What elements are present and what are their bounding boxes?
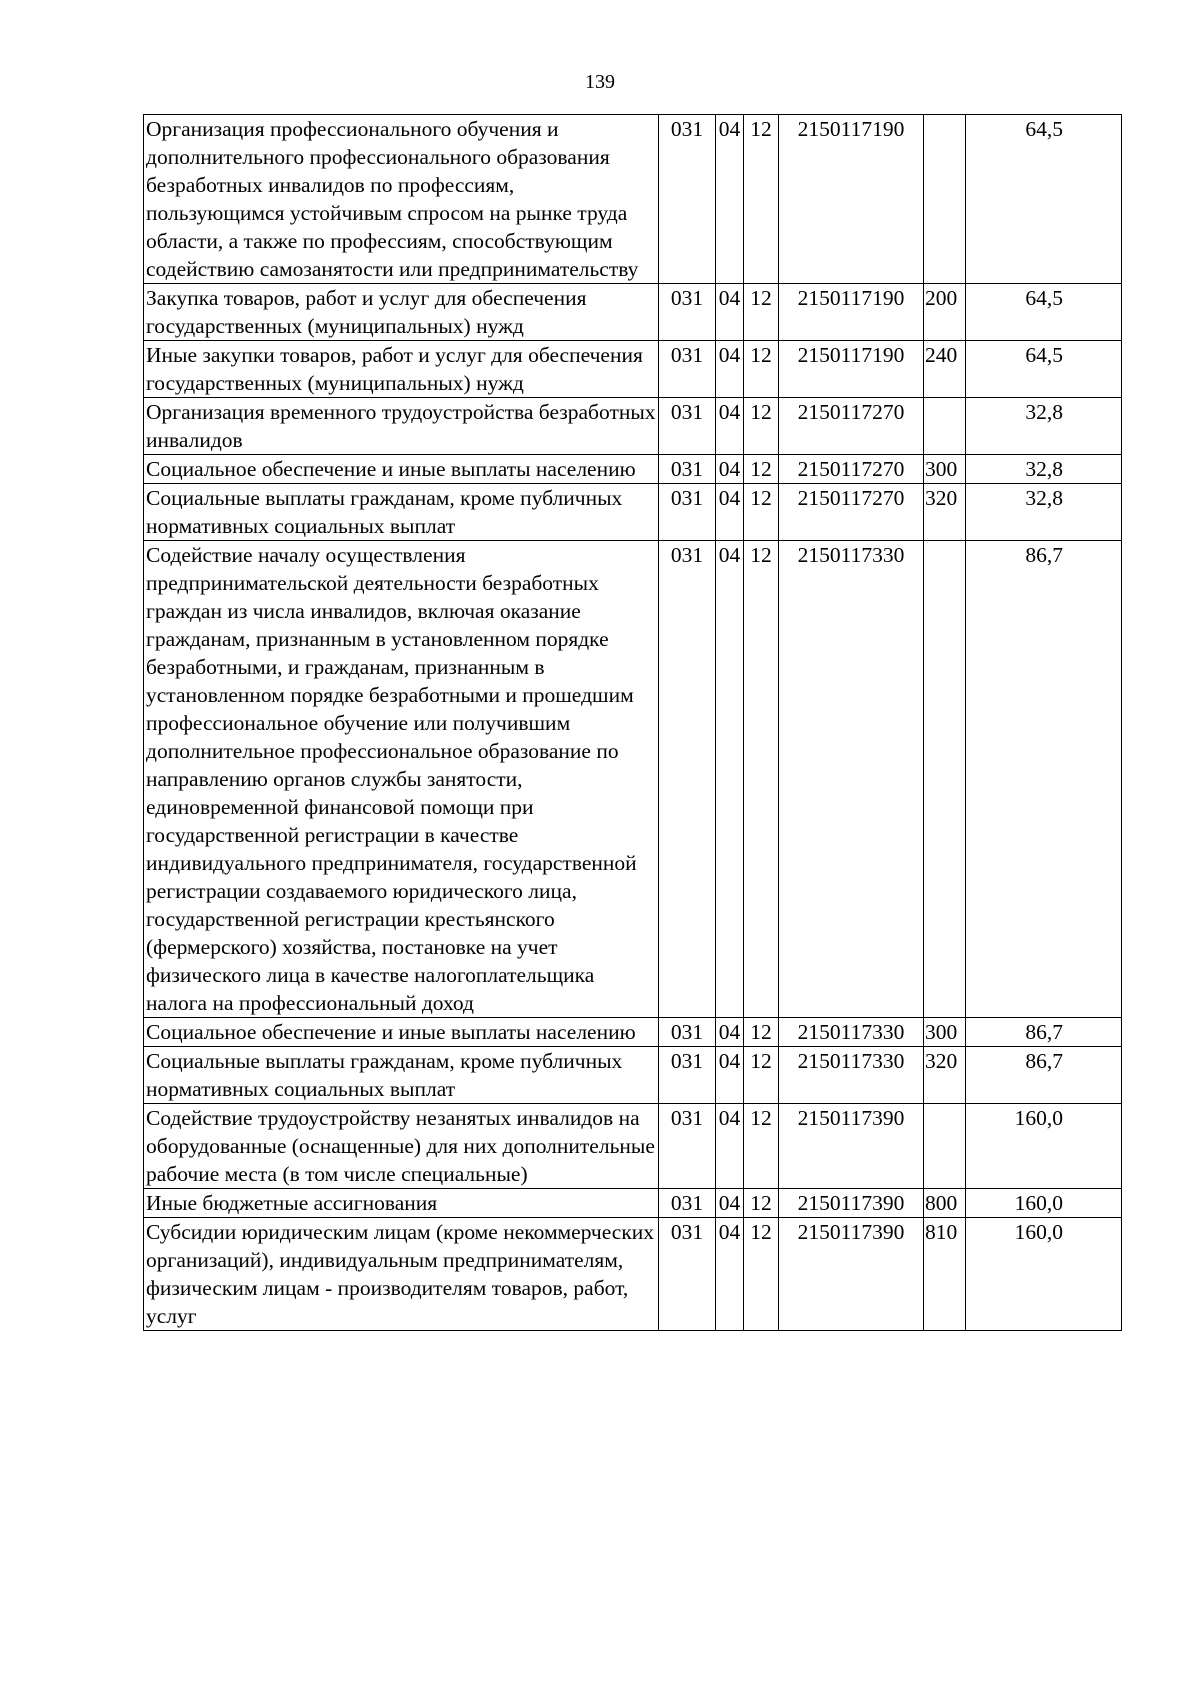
row-target-code: 2150117330 [779,541,924,1018]
row-name: Иные закупки товаров, работ и услуг для обеспечения государственных (муниципальных) нужд [144,341,659,398]
row-expense-type-code: 300 [924,1018,966,1047]
row-grbs-code: 031 [659,1104,716,1189]
row-name: Содействие трудоустройству незанятых инвалидов на оборудованные (оснащенные) для них дополнительные рабочие места (в том числе специальные) [144,1104,659,1189]
row-sum: 64,5 [966,115,1122,284]
row-subsection-code: 12 [744,284,779,341]
row-target-code: 2150117390 [779,1218,924,1331]
row-name: Содействие началу осуществления предпринимательской деятельности безработных граждан из числа инвалидов, включая оказание гражданам, признанным в установленном порядке безработными, и гражданам, признанным в установленном порядке безработными и прошедшим профессиональное обучение или получившим дополнительное профессиональное образование по направлению органов службы занятости, единовременной финансовой помощи при государственной регистрации в качестве индивидуального предпринимателя, государственной регистрации создаваемого юридического лица, государственной регистрации крестьянского (фермерского) хозяйства, постановке на учет физического лица в качестве налогоплательщика налога на профессиональный доход [144,541,659,1018]
row-name: Закупка товаров, работ и услуг для обеспечения государственных (муниципальных) нужд [144,284,659,341]
row-name: Субсидии юридическим лицам (кроме некоммерческих организаций), индивидуальным предпринимателям, физическим лицам - производителям товаров, работ, услуг [144,1218,659,1331]
table-row [144,115,1122,284]
row-expense-type-code: 800 [924,1189,966,1218]
row-expense-type-code [924,541,966,1018]
row-grbs-code: 031 [659,115,716,284]
row-grbs-code: 031 [659,1218,716,1331]
row-grbs-code: 031 [659,541,716,1018]
row-grbs-code: 031 [659,484,716,541]
row-section-code: 04 [716,284,744,341]
row-expense-type-code: 200 [924,284,966,341]
row-grbs-code: 031 [659,455,716,484]
row-sum: 32,8 [966,455,1122,484]
row-subsection-code: 12 [744,1018,779,1047]
row-subsection-code: 12 [744,115,779,284]
row-expense-type-code [924,398,966,455]
table-row [144,541,1122,1018]
row-target-code: 2150117330 [779,1018,924,1047]
budget-table [143,114,1122,1331]
row-target-code: 2150117390 [779,1104,924,1189]
row-section-code: 04 [716,484,744,541]
row-sum: 160,0 [966,1218,1122,1331]
row-target-code: 2150117190 [779,284,924,341]
row-grbs-code: 031 [659,1189,716,1218]
row-grbs-code: 031 [659,398,716,455]
row-subsection-code: 12 [744,1189,779,1218]
row-name: Организация временного трудоустройства безработных инвалидов [144,398,659,455]
row-target-code: 2150117270 [779,398,924,455]
table-row [144,1218,1122,1331]
row-expense-type-code: 320 [924,484,966,541]
row-section-code: 04 [716,1218,744,1331]
row-name: Социальное обеспечение и иные выплаты населению [144,1018,659,1047]
row-section-code: 04 [716,455,744,484]
row-sum: 32,8 [966,484,1122,541]
row-subsection-code: 12 [744,398,779,455]
row-sum: 32,8 [966,398,1122,455]
row-section-code: 04 [716,1189,744,1218]
row-target-code: 2150117190 [779,115,924,284]
table-row [144,398,1122,455]
row-target-code: 2150117330 [779,1047,924,1104]
row-section-code: 04 [716,1104,744,1189]
row-sum: 86,7 [966,1047,1122,1104]
table-row [144,284,1122,341]
row-sum: 86,7 [966,1018,1122,1047]
row-subsection-code: 12 [744,541,779,1018]
row-sum: 86,7 [966,541,1122,1018]
row-sum: 64,5 [966,341,1122,398]
row-subsection-code: 12 [744,1104,779,1189]
row-section-code: 04 [716,1047,744,1104]
table-row [144,1047,1122,1104]
table-row [144,1189,1122,1218]
row-target-code: 2150117190 [779,341,924,398]
row-target-code: 2150117390 [779,1189,924,1218]
row-target-code: 2150117270 [779,455,924,484]
row-section-code: 04 [716,115,744,284]
table-row [144,341,1122,398]
budget-table-body [144,115,1122,1331]
row-sum: 160,0 [966,1189,1122,1218]
row-name: Социальные выплаты гражданам, кроме публичных нормативных социальных выплат [144,484,659,541]
row-section-code: 04 [716,541,744,1018]
row-name: Социальные выплаты гражданам, кроме публичных нормативных социальных выплат [144,1047,659,1104]
row-expense-type-code: 240 [924,341,966,398]
table-row [144,1018,1122,1047]
row-subsection-code: 12 [744,484,779,541]
row-section-code: 04 [716,341,744,398]
table-row [144,1104,1122,1189]
row-grbs-code: 031 [659,1047,716,1104]
row-expense-type-code [924,115,966,284]
row-section-code: 04 [716,1018,744,1047]
row-expense-type-code: 810 [924,1218,966,1331]
row-grbs-code: 031 [659,341,716,398]
row-subsection-code: 12 [744,341,779,398]
table-row [144,455,1122,484]
table-row [144,484,1122,541]
row-name: Иные бюджетные ассигнования [144,1189,659,1218]
row-subsection-code: 12 [744,1218,779,1331]
row-expense-type-code [924,1104,966,1189]
row-section-code: 04 [716,398,744,455]
row-grbs-code: 031 [659,284,716,341]
row-expense-type-code: 320 [924,1047,966,1104]
row-target-code: 2150117270 [779,484,924,541]
row-name: Организация профессионального обучения и дополнительного профессионального образования безработных инвалидов по профессиям, пользующимся устойчивым спросом на рынке труда области, а также по профессиям, способствующим содействию самозанятости или предпринимательству [144,115,659,284]
page-number: 139 [585,71,615,93]
row-name: Социальное обеспечение и иные выплаты населению [144,455,659,484]
row-subsection-code: 12 [744,1047,779,1104]
row-expense-type-code: 300 [924,455,966,484]
row-grbs-code: 031 [659,1018,716,1047]
row-sum: 160,0 [966,1104,1122,1189]
row-subsection-code: 12 [744,455,779,484]
row-sum: 64,5 [966,284,1122,341]
